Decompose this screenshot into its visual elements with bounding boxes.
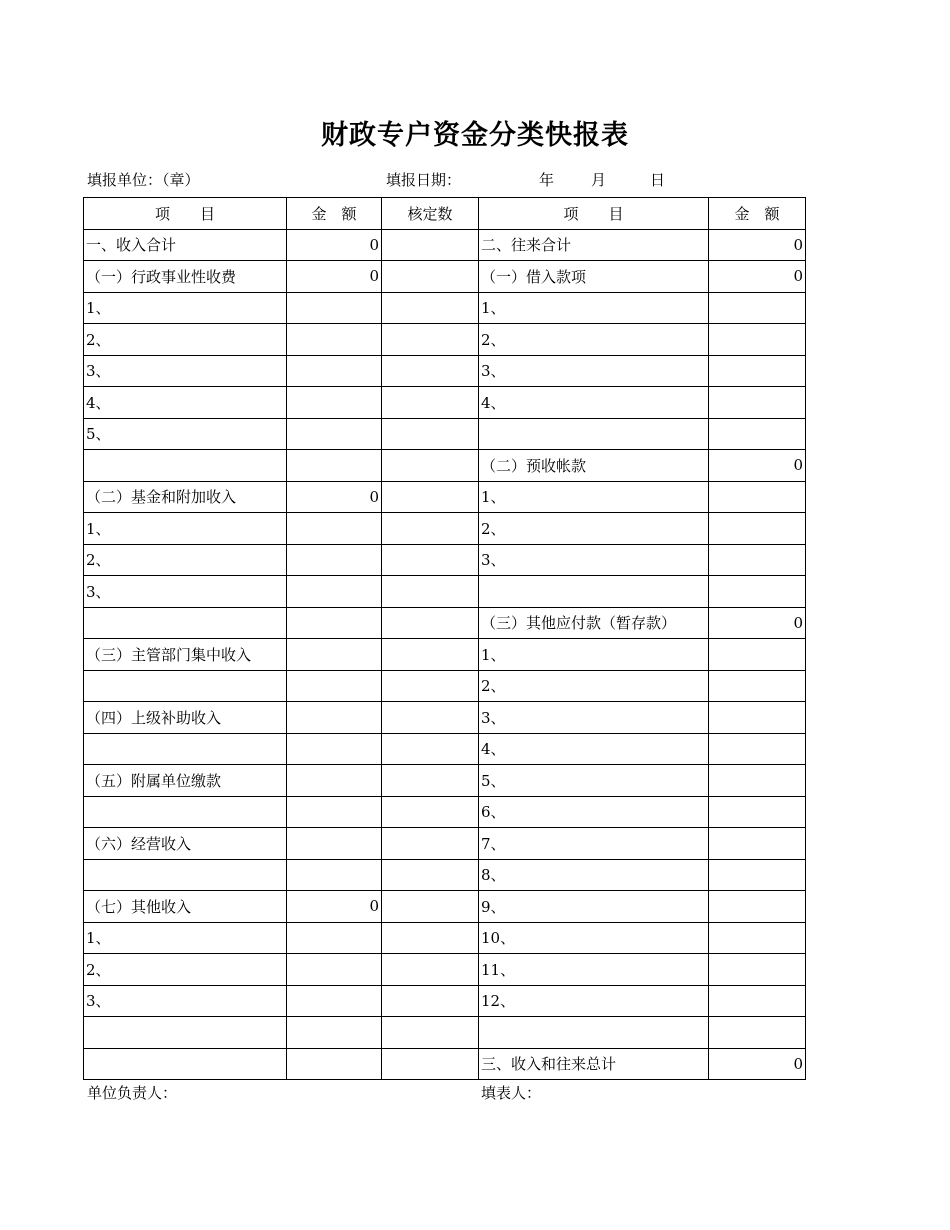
left-amount-cell (287, 670, 382, 702)
table-row (84, 418, 806, 450)
left-item-cell: 4、 (84, 387, 287, 419)
right-item-cell: 11、 (479, 954, 709, 986)
left-verified-cell (382, 954, 479, 986)
left-amount-cell (287, 702, 382, 734)
right-amount-cell (709, 859, 806, 891)
left-verified-cell (382, 544, 479, 576)
left-verified-cell (382, 733, 479, 765)
left-verified-cell (382, 292, 479, 324)
right-item-cell: 3、 (479, 355, 709, 387)
fill-date-label: 填报日期： (386, 171, 462, 189)
table-header-row (84, 198, 806, 230)
left-item-cell (84, 796, 287, 828)
table-row (84, 513, 806, 545)
left-verified-cell (382, 859, 479, 891)
left-item-cell: （四）上级补助收入 (84, 702, 287, 734)
left-item-cell: （三）主管部门集中收入 (84, 639, 287, 671)
right-amount-cell (709, 481, 806, 513)
table-row (84, 481, 806, 513)
right-amount-cell (709, 387, 806, 419)
left-item-cell: 2、 (84, 324, 287, 356)
left-verified-cell (382, 261, 479, 293)
right-amount-cell (709, 702, 806, 734)
left-item-cell (84, 450, 287, 482)
left-verified-cell (382, 481, 479, 513)
right-amount-cell: 0 (709, 229, 806, 261)
left-item-cell: 3、 (84, 985, 287, 1017)
right-item-cell: 6、 (479, 796, 709, 828)
right-amount-cell (709, 576, 806, 608)
table-row (84, 796, 806, 828)
left-item-cell: 3、 (84, 576, 287, 608)
left-item-cell: 5、 (84, 418, 287, 450)
left-amount-cell (287, 985, 382, 1017)
right-amount-cell: 0 (709, 1048, 806, 1080)
left-verified-cell (382, 576, 479, 608)
left-verified-cell (382, 828, 479, 860)
left-amount-cell (287, 544, 382, 576)
left-amount-cell (287, 1017, 382, 1049)
right-item-cell: 12、 (479, 985, 709, 1017)
right-amount-cell (709, 796, 806, 828)
left-verified-cell (382, 1048, 479, 1080)
right-item-cell (479, 1017, 709, 1049)
right-amount-cell (709, 828, 806, 860)
header-left-verified: 核定数 (382, 198, 479, 230)
left-item-cell (84, 859, 287, 891)
left-item-cell: 一、收入合计 (84, 229, 287, 261)
table-row (84, 1048, 806, 1080)
right-amount-cell (709, 985, 806, 1017)
left-item-cell (84, 1017, 287, 1049)
date-month-label: 月 (591, 171, 607, 189)
left-amount-cell (287, 418, 382, 450)
left-verified-cell (382, 922, 479, 954)
left-amount-cell (287, 576, 382, 608)
table-row (84, 607, 806, 639)
right-amount-cell (709, 1017, 806, 1049)
report-table (83, 197, 806, 1080)
left-amount-cell: 0 (287, 229, 382, 261)
left-item-cell: 1、 (84, 292, 287, 324)
left-verified-cell (382, 765, 479, 797)
left-amount-cell (287, 922, 382, 954)
report-title: 财政专户资金分类快报表 (321, 120, 629, 151)
left-verified-cell (382, 450, 479, 482)
left-verified-cell (382, 670, 479, 702)
table-row (84, 859, 806, 891)
right-amount-cell (709, 670, 806, 702)
left-amount-cell (287, 607, 382, 639)
left-amount-cell (287, 1048, 382, 1080)
left-amount-cell: 0 (287, 261, 382, 293)
left-verified-cell (382, 418, 479, 450)
left-verified-cell (382, 702, 479, 734)
unit-leader-label: 单位负责人： (87, 1084, 178, 1102)
table-row (84, 954, 806, 986)
left-verified-cell (382, 355, 479, 387)
right-amount-cell (709, 954, 806, 986)
right-amount-cell (709, 544, 806, 576)
table-row (84, 733, 806, 765)
left-amount-cell (287, 765, 382, 797)
table-row (84, 922, 806, 954)
right-item-cell: 1、 (479, 292, 709, 324)
right-item-cell: 10、 (479, 922, 709, 954)
left-verified-cell (382, 1017, 479, 1049)
right-item-cell: 4、 (479, 387, 709, 419)
right-item-cell: 7、 (479, 828, 709, 860)
form-filler-label: 填表人： (481, 1084, 542, 1102)
fill-unit-label: 填报单位：（章） (87, 171, 200, 189)
left-amount-cell (287, 450, 382, 482)
table-row (84, 985, 806, 1017)
table-row (84, 828, 806, 860)
right-amount-cell (709, 355, 806, 387)
table-row (84, 544, 806, 576)
left-verified-cell (382, 229, 479, 261)
right-amount-cell (709, 922, 806, 954)
left-amount-cell (287, 796, 382, 828)
left-verified-cell (382, 639, 479, 671)
right-item-cell: 1、 (479, 639, 709, 671)
left-item-cell: 3、 (84, 355, 287, 387)
left-item-cell: 1、 (84, 513, 287, 545)
table-row (84, 639, 806, 671)
table-row (84, 891, 806, 923)
left-item-cell: 2、 (84, 544, 287, 576)
left-amount-cell (287, 828, 382, 860)
right-item-cell: 9、 (479, 891, 709, 923)
right-item-cell: 4、 (479, 733, 709, 765)
header-right-item: 项 目 (479, 198, 709, 230)
left-amount-cell (287, 387, 382, 419)
right-amount-cell: 0 (709, 261, 806, 293)
header-right-amount: 金 额 (709, 198, 806, 230)
left-amount-cell (287, 859, 382, 891)
right-item-cell: （一）借入款项 (479, 261, 709, 293)
table-row (84, 387, 806, 419)
right-amount-cell (709, 733, 806, 765)
right-item-cell: 3、 (479, 702, 709, 734)
left-amount-cell (287, 324, 382, 356)
right-item-cell: 2、 (479, 513, 709, 545)
table-row (84, 324, 806, 356)
left-item-cell: （五）附属单位缴款 (84, 765, 287, 797)
date-day-label: 日 (650, 171, 666, 189)
table-row (84, 702, 806, 734)
left-item-cell: （六）经营收入 (84, 828, 287, 860)
table-row (84, 450, 806, 482)
right-item-cell (479, 576, 709, 608)
right-amount-cell (709, 418, 806, 450)
header-left-item: 项 目 (84, 198, 287, 230)
right-amount-cell: 0 (709, 450, 806, 482)
left-verified-cell (382, 891, 479, 923)
left-amount-cell (287, 733, 382, 765)
left-verified-cell (382, 387, 479, 419)
right-item-cell: 2、 (479, 324, 709, 356)
left-verified-cell (382, 607, 479, 639)
right-item-cell: 3、 (479, 544, 709, 576)
table-row (84, 576, 806, 608)
right-item-cell: （二）预收帐款 (479, 450, 709, 482)
right-amount-cell (709, 324, 806, 356)
left-amount-cell (287, 292, 382, 324)
left-item-cell: 1、 (84, 922, 287, 954)
left-item-cell: 2、 (84, 954, 287, 986)
right-item-cell: （三）其他应付款（暂存款） (479, 607, 709, 639)
left-item-cell: （七）其他收入 (84, 891, 287, 923)
right-item-cell: 三、收入和往来总计 (479, 1048, 709, 1080)
table-row (84, 292, 806, 324)
left-item-cell: （一）行政事业性收费 (84, 261, 287, 293)
right-item-cell (479, 418, 709, 450)
left-item-cell (84, 1048, 287, 1080)
left-item-cell (84, 733, 287, 765)
left-verified-cell (382, 513, 479, 545)
right-amount-cell (709, 513, 806, 545)
right-item-cell: 2、 (479, 670, 709, 702)
right-item-cell: 8、 (479, 859, 709, 891)
left-verified-cell (382, 985, 479, 1017)
right-item-cell: 5、 (479, 765, 709, 797)
right-amount-cell (709, 292, 806, 324)
left-amount-cell: 0 (287, 891, 382, 923)
table-row (84, 670, 806, 702)
left-amount-cell (287, 954, 382, 986)
left-amount-cell (287, 639, 382, 671)
right-item-cell: 1、 (479, 481, 709, 513)
left-amount-cell (287, 513, 382, 545)
right-amount-cell: 0 (709, 607, 806, 639)
left-item-cell (84, 607, 287, 639)
table-row (84, 261, 806, 293)
left-amount-cell (287, 355, 382, 387)
left-verified-cell (382, 796, 479, 828)
table-row (84, 229, 806, 261)
right-amount-cell (709, 639, 806, 671)
left-verified-cell (382, 324, 479, 356)
right-item-cell: 二、往来合计 (479, 229, 709, 261)
date-year-label: 年 (539, 171, 555, 189)
right-amount-cell (709, 765, 806, 797)
header-left-amount: 金 额 (287, 198, 382, 230)
table-row (84, 1017, 806, 1049)
left-item-cell (84, 670, 287, 702)
left-amount-cell: 0 (287, 481, 382, 513)
table-row (84, 355, 806, 387)
left-item-cell: （二）基金和附加收入 (84, 481, 287, 513)
table-row (84, 765, 806, 797)
right-amount-cell (709, 891, 806, 923)
